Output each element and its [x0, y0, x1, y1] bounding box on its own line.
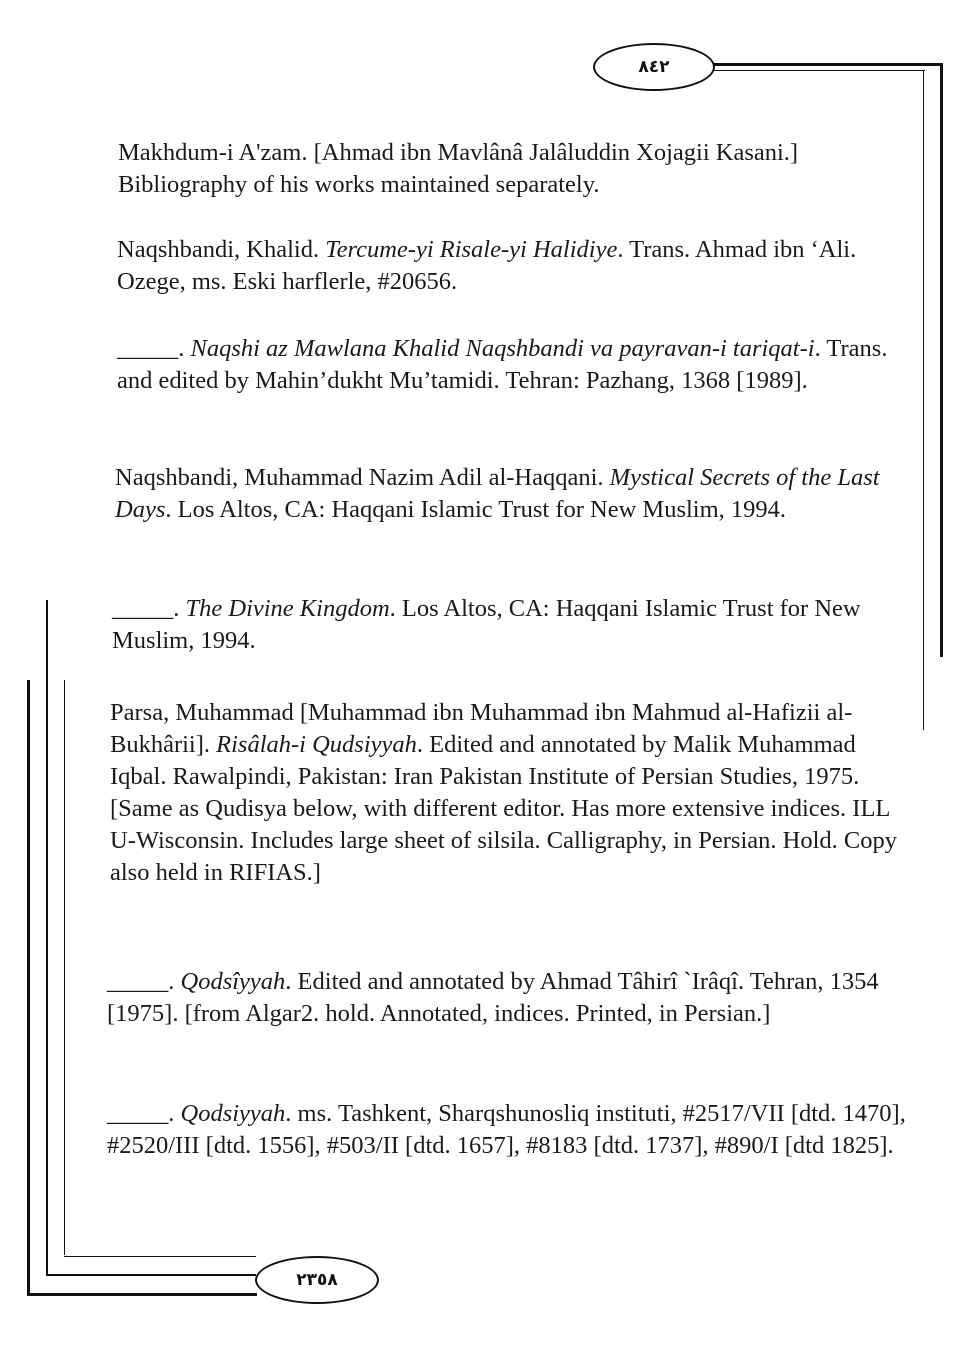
entry-title: Tercume-yi Risale-yi Halidiye [325, 236, 618, 263]
entry-author: _____. [107, 1100, 181, 1127]
bib-entry-qodsiyyah-tahiri [107, 966, 907, 1030]
page-number-bottom: ٢٣٥٨ [255, 1256, 379, 1304]
entry-details: . Trans. Ahmad ibn ‘Ali. Ozege, ms. Eski harflerle, #20656. [117, 236, 857, 295]
entry-title: Naqshi az Mawlana Khalid Naqshbandi va payravan-i tariqat-i [190, 335, 815, 362]
entry-author: _____. [117, 335, 191, 362]
entry-details: . ms. Tashkent, Sharqshunosliq instituti, #2517/VII [dtd. 1470], #2520/III [dtd. 1556], #503/II [dtd. 1657], #8183 [dtd. 1737], #890/I [dtd 1825]. [107, 1100, 906, 1159]
frame-left-outer-line [27, 680, 30, 1295]
bib-entry-makhdum [118, 137, 918, 201]
entry-author: Naqshbandi, Khalid. [117, 236, 326, 263]
bib-entry-parsa [110, 697, 910, 889]
frame-left-mid-line [46, 600, 48, 1275]
entry-title: The Divine Kingdom [185, 595, 390, 622]
entry-details: . Los Altos, CA: Haqqani Islamic Trust for New Muslim, 1994. [112, 595, 861, 654]
frame-bottom-outer-line [27, 1293, 257, 1296]
frame-right-line [940, 63, 943, 657]
bib-entry-naqshbandi-nazim [115, 462, 915, 526]
entry-title: Risâlah-i Qudsiyyah [216, 731, 417, 758]
entry-author: _____. [112, 595, 186, 622]
frame-top-line [711, 63, 943, 66]
bib-entry-qodsiyyah-ms [107, 1098, 907, 1162]
entry-title: Qodsiyyah [180, 1100, 286, 1127]
page-number-top: ٨٤٢ [593, 43, 715, 91]
entry-details: . Los Altos, CA: Haqqani Islamic Trust for New Muslim, 1994. [165, 496, 787, 523]
frame-bottom-mid-line [46, 1274, 256, 1276]
entry-author: _____. [107, 968, 181, 995]
frame-left-inner-line [64, 680, 65, 1255]
entry-author: Parsa, Muhammad [Muhammad ibn Muhammad ibn Mahmud al-Hafizii al-Bukhârii]. [110, 699, 853, 758]
frame-top-inner-line [711, 70, 925, 71]
bib-entry-naqshbandi-khalid [117, 234, 917, 298]
entry-details: [Ahmad ibn Mavlânâ Jalâluddin Xojagii Kasani.] Bibliography of his works maintained separately. [118, 139, 799, 198]
entry-details: . Trans. and edited by Mahin’dukht Mu’tamidi. Tehran: Pazhang, 1368 [1989]. [117, 335, 888, 394]
entry-author: Makhdum-i A'zam. [118, 139, 314, 166]
entry-author: Naqshbandi, Muhammad Nazim Adil al-Haqqani. [115, 464, 610, 491]
bib-entry-naqshi-az-mawlana [117, 333, 917, 397]
bib-entry-divine-kingdom [112, 593, 912, 657]
entry-title: Qodsîyyah [180, 968, 286, 995]
entry-details: . Edited and annotated by Malik Muhammad Iqbal. Rawalpindi, Pakistan: Iran Pakistan Institute of Persian Studies, 1975. [Same as Qudisya below, with different editor. Has more extensive indices. ILL U-Wisconsin. Includes large sheet of silsila. Calligraphy, in Persian. Hold. Copy also held in RIFIAS.] [110, 731, 897, 886]
entry-details: . Edited and annotated by Ahmad Tâhirî `Irâqî. Tehran, 1354 [1975]. [from Algar2. hold. Annotated, indices. Printed, in Persian.] [107, 968, 879, 1027]
frame-right-inner-line [923, 70, 924, 730]
entry-title: Mystical Secrets of the Last Days [115, 464, 880, 523]
frame-bottom-inner-line [64, 1256, 256, 1257]
